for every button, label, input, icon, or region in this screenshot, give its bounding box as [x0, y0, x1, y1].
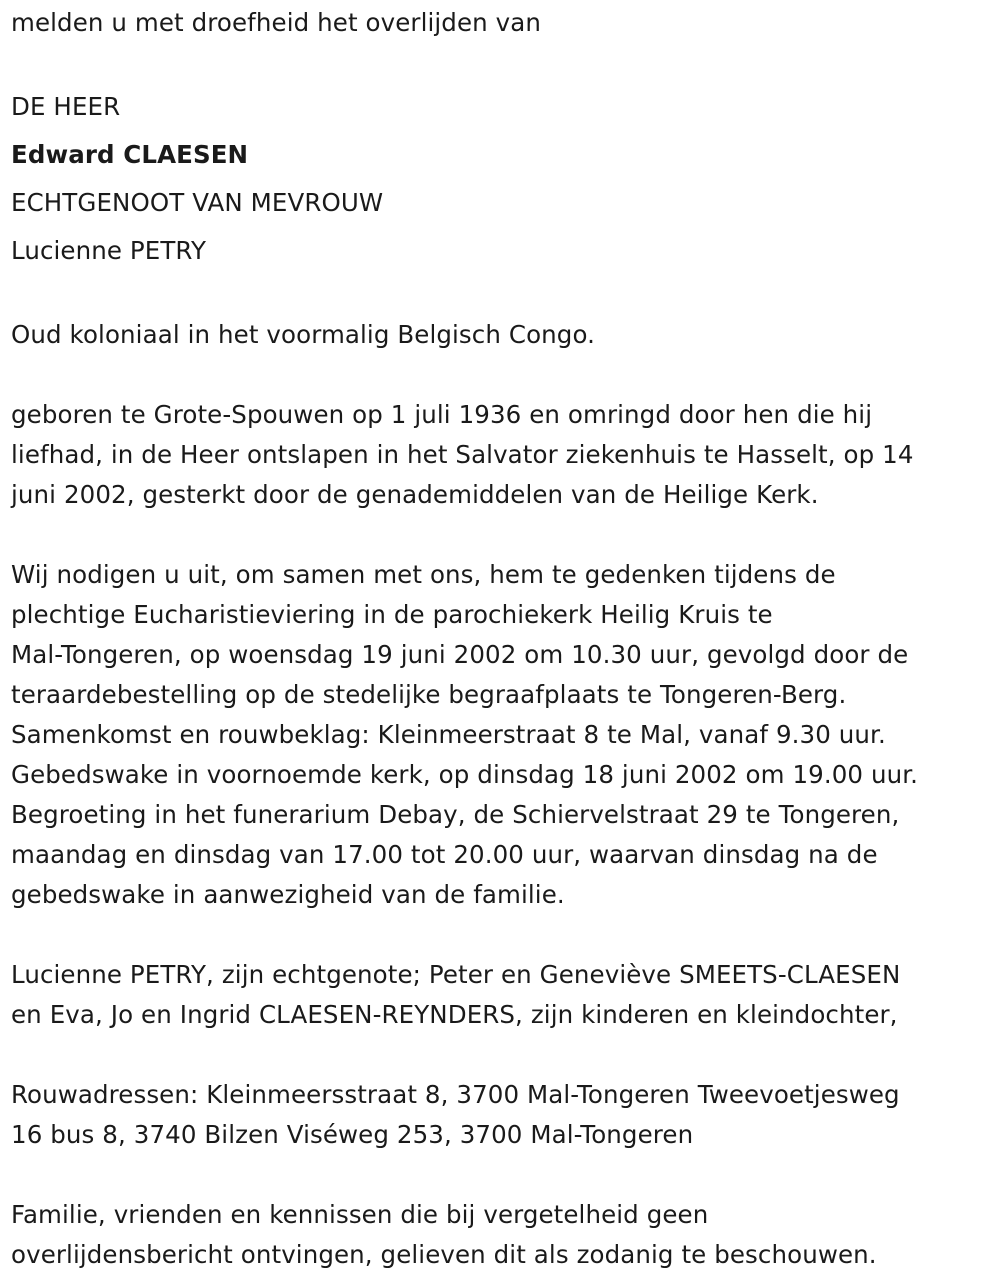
paragraph-line: Wij nodigen u uit, om samen met ons, hem te gedenken tijdens de [11, 560, 836, 589]
spacer [11, 275, 981, 315]
family-paragraph [11, 955, 981, 1035]
obituary-document [11, 3, 981, 1275]
deceased-name: Edward CLAESEN [11, 140, 249, 169]
spacer [11, 915, 981, 955]
paragraph-line: plechtige Eucharistieviering in de parochiekerk Heilig Kruis te [11, 600, 773, 629]
paragraph-line: Begroeting in het funerarium Debay, de Schiervelstraat 29 te Tongeren, [11, 800, 900, 829]
addresses-paragraph [11, 1075, 981, 1155]
paragraph-line: maandag en dinsdag van 17.00 tot 20.00 uur, waarvan dinsdag na de [11, 840, 878, 869]
paragraph-line: liefhad, in de Heer ontslapen in het Salvator ziekenhuis te Hasselt, op 14 [11, 440, 914, 469]
spacer [11, 355, 981, 395]
spacer [11, 1155, 981, 1195]
spacer [11, 515, 981, 555]
paragraph-line: Mal-Tongeren, op woensdag 19 juni 2002 om 10.30 uur, gevolgd door de [11, 640, 909, 669]
paragraph-line: Lucienne PETRY, zijn echtgenote; Peter en Geneviève SMEETS-CLAESEN [11, 960, 901, 989]
intro-text: melden u met droefheid het overlijden van [11, 8, 541, 37]
paragraph-line: en Eva, Jo en Ingrid CLAESEN-REYNDERS, zijn kinderen en kleindochter, [11, 1000, 898, 1029]
paragraph-line: overlijdensbericht ontvingen, gelieven dit als zodanig te beschouwen. [11, 1240, 877, 1269]
occupation-text: Oud koloniaal in het voormalig Belgisch Congo. [11, 320, 595, 349]
paragraph-line: juni 2002, gesterkt door de genademiddelen van de Heilige Kerk. [11, 480, 819, 509]
paragraph-line: gebedswake in aanwezigheid van de familie. [11, 880, 565, 909]
ceremony-paragraph [11, 555, 981, 915]
closing-paragraph [11, 1195, 981, 1275]
paragraph-line: geboren te Grote-Spouwen op 1 juli 1936 en omringd door hen die hij [11, 400, 873, 429]
spouse-prefix: ECHTGENOOT VAN MEVROUW [11, 188, 384, 217]
paragraph-line: Rouwadressen: Kleinmeersstraat 8, 3700 Mal-Tongeren Tweevoetjesweg [11, 1080, 900, 1109]
spacer [11, 43, 981, 83]
paragraph-line: Gebedswake in voornoemde kerk, op dinsdag 18 juni 2002 om 19.00 uur. [11, 760, 919, 789]
paragraph-line: Samenkomst en rouwbeklag: Kleinmeerstraat 8 te Mal, vanaf 9.30 uur. [11, 720, 886, 749]
title-prefix: DE HEER [11, 92, 121, 121]
paragraph-line: Familie, vrienden en kennissen die bij vergetelheid geen [11, 1200, 709, 1229]
birth-death-paragraph [11, 395, 981, 515]
paragraph-line: teraardebestelling op de stedelijke begraafplaats te Tongeren-Berg. [11, 680, 847, 709]
spouse-name: Lucienne PETRY [11, 236, 207, 265]
paragraph-line: 16 bus 8, 3740 Bilzen Viséweg 253, 3700 Mal-Tongeren [11, 1120, 694, 1149]
spacer [11, 1035, 981, 1075]
